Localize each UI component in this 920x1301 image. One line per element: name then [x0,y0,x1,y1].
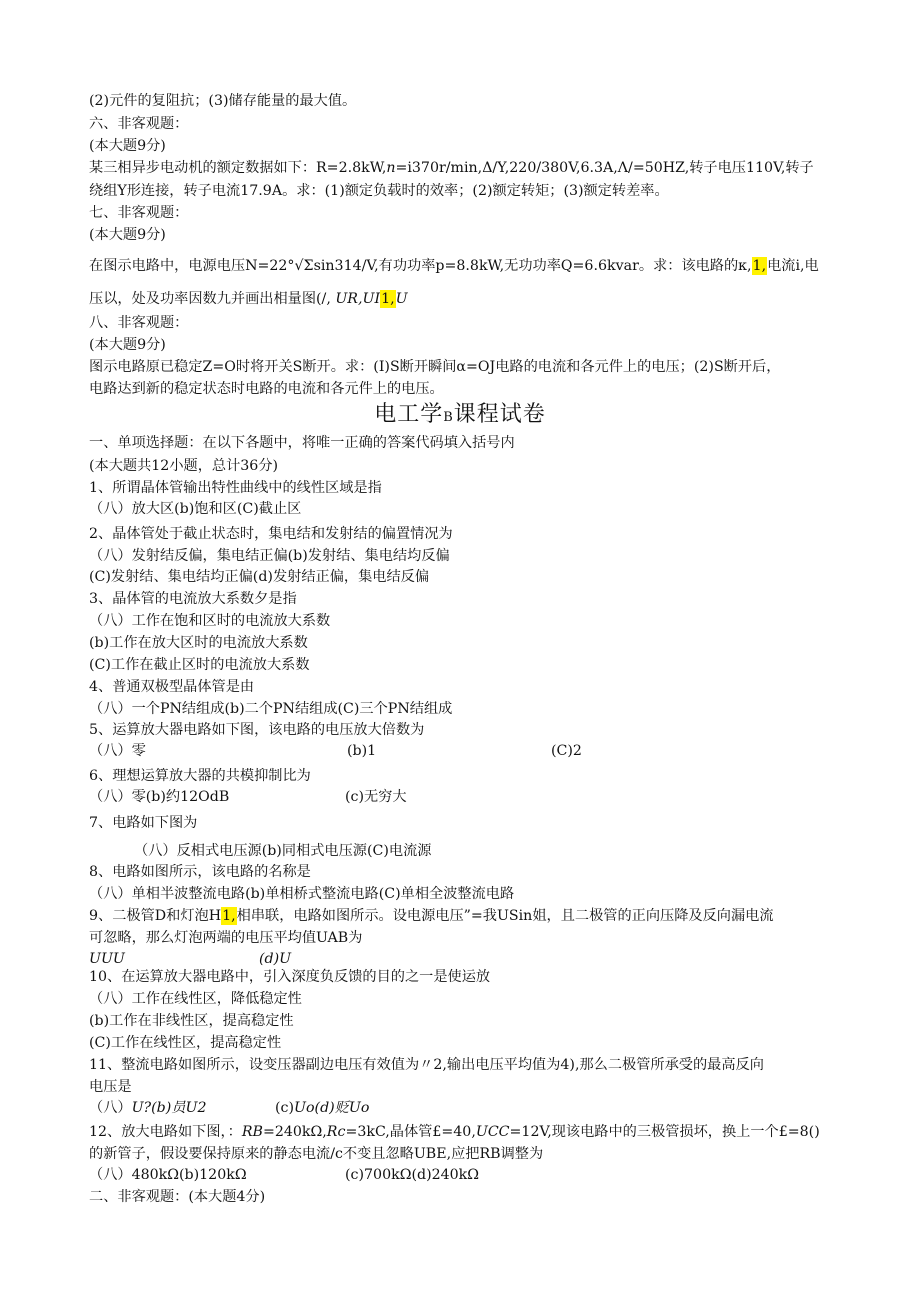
option-abc: UUU [89,951,125,967]
option-b: (b)1 [347,743,377,759]
text-span: Uo(d) [294,1100,335,1116]
section-heading-7: 七、非客观题： [89,205,189,221]
text-span: 压以，处及功率因数九并画出相量图(/, [89,291,331,307]
text-line [89,256,829,276]
text-span: n [386,160,396,176]
text-line [89,289,829,309]
question-3-option: （八）工作在饱和区时的电流放大系数 [89,613,331,629]
title-text: B [443,410,454,425]
title-text: 课程试卷 [453,402,546,427]
highlight-mark: 1, [222,908,236,924]
question-1-options: （八）放大区(b)饱和区(C)截止区 [89,501,302,517]
option-cd [275,1098,369,1118]
question-7-options: （八）反相式电压源(b)同相式电压源(C)电流源 [134,843,432,859]
text-span: 贬Uo [334,1100,370,1116]
text-span: U [395,291,408,307]
section-heading-6: 六、非客观题： [89,116,189,132]
option-ab [89,1098,206,1118]
question-7: 7、电路如下图为 [89,815,198,831]
question-2-options: （八）发射结反偏，集电结正偏(b)发射结、集电结均反偏 [89,548,450,564]
text-line: 绕组Y形连接，转子电流17.9A。求：(1)额定负载时的效率；(2)额定转矩；(3)额定转差率。 [89,183,669,199]
score-note: (本大题9分) [89,138,166,154]
text-span: 员U2 [171,1100,207,1116]
text-span: =12V,现该电路中的三极管损坏，换上一个£=8() [509,1124,820,1140]
question-3-option: (b)工作在放大区时的电流放大系数 [89,635,308,651]
text-span: =i370r/min,Δ/Y,220/380V,6.3A,Λ/=50HZ,转子电压110V,转子 [395,160,814,176]
question-5: 5、运算放大器电路如下图，该电路的电压放大倍数为 [89,722,425,738]
highlight-mark: 1, [381,291,395,307]
text-line: (2)元件的复阻抗；(3)储存能量的最大值。 [89,93,357,109]
question-9-cont: 可忽略，那么灯泡两端的电压平均值UAB为 [89,930,363,946]
question-11-cont: 电压是 [89,1079,132,1095]
question-12-cont: 的新管子，假设要保持原来的静态电流/c不变且忽略UBE,应把RB调整为 [89,1146,544,1162]
option-ab: （八）零(b)约12OdB [89,789,230,805]
question-10-option: (C)工作在线性区，提高稳定性 [89,1035,282,1051]
text-span: 在图示电路中，电源电压N=22°√Σsin314∕V,有功功率p=8.8kW,无功功率Q=6.6kvar。求：该电路的κ, [89,258,752,274]
text-span: 9、二极管D和灯泡H [89,908,222,924]
option-ab: （八）480kΩ(b)120kΩ [89,1167,247,1183]
question-2-options: (C)发射结、集电结均正偏(d)发射结正偏，集电结反偏 [89,569,430,585]
question-10-option: (b)工作在非线性区，提高稳定性 [89,1013,294,1029]
option-d: (d)U [259,951,292,967]
section-heading-1: 一、单项选择题：在以下各题中，将唯一正确的答案代码填入括号内 [89,435,515,451]
text-span: UCC [475,1124,510,1140]
question-10: 10、在运算放大器电路中，引入深度负反馈的目的之一是使运放 [89,969,491,985]
question-4: 4、普通双极型晶体管是由 [89,679,255,695]
text-span: 相串联，电路如图所示。设电源电压”=我USin姐，且二极管的正向压降及反向漏电流 [236,908,774,924]
score-note: (本大题9分) [89,227,166,243]
text-span: =240kΩ, [262,1124,327,1140]
question-8-options: （八）单相半波整流电路(b)单相桥式整流电路(C)单相全波整流电路 [89,886,515,902]
section-heading-2: 二、非客观题：(本大题4分) [89,1189,266,1205]
text-line [89,158,829,178]
text-span: 电流i,电 [767,258,819,274]
option-c: (C)2 [551,743,582,759]
highlight-mark: 1, [752,258,767,274]
question-10-option: （八）工作在线性区，降低稳定性 [89,991,302,1007]
exam-title [0,400,920,433]
question-8: 8、电路如图所示，该电路的名称是 [89,864,311,880]
text-span: Rc [326,1124,346,1140]
question-3: 3、晶体管的电流放大系数夕是指 [89,591,297,607]
text-span: U?(b) [131,1100,172,1116]
text-line: 图示电路原已稳定Z=O时将开关S断开。求：(I)S断开瞬间α=OJ电路的电流和各元件上的电压；(2)S断开后， [89,359,781,375]
question-11: 11、整流电路如图所示，设变压器副边电压有效值为〃2,输出电压平均值为4),那么二极管所承受的最高反向 [89,1057,764,1073]
score-note: (本大题共12小题，总计36分) [89,458,279,474]
question-2: 2、晶体管处于截止状态时，集电结和发射结的偏置情况为 [89,526,453,542]
title-text: 电工学 [374,402,444,427]
text-line: 电路达到新的稳定状态时电路的电流和各元件上的电压。 [89,381,444,397]
question-1: 1、所谓晶体管输出特性曲线中的线性区域是指 [89,480,382,496]
option-a: （八）零 [89,743,146,759]
question-4-options: （八）一个PN结组成(b)二个PN结组成(C)三个PN结组成 [89,701,453,717]
question-6: 6、理想运算放大器的共模抑制比为 [89,768,311,784]
option-cd: (c)700kΩ(d)240kΩ [345,1167,480,1183]
question-3-option: (C)工作在截止区时的电流放大系数 [89,657,310,673]
text-span: UR,UI [335,291,381,307]
section-heading-8: 八、非客观题： [89,315,189,331]
question-9 [89,906,829,926]
score-note: (本大题9分) [89,337,166,353]
text-span: 某三相异步电动机的额定数据如下：R=2.8kW, [89,160,387,176]
text-span: RB [241,1124,263,1140]
question-12 [89,1122,829,1142]
text-span: =3kC,晶体管£=40, [345,1124,476,1140]
text-span: (c) [275,1100,295,1116]
text-span: （八） [89,1100,132,1116]
option-c: (c)无穷大 [345,789,407,805]
text-span: 12、放大电路如下图，： [89,1124,242,1140]
